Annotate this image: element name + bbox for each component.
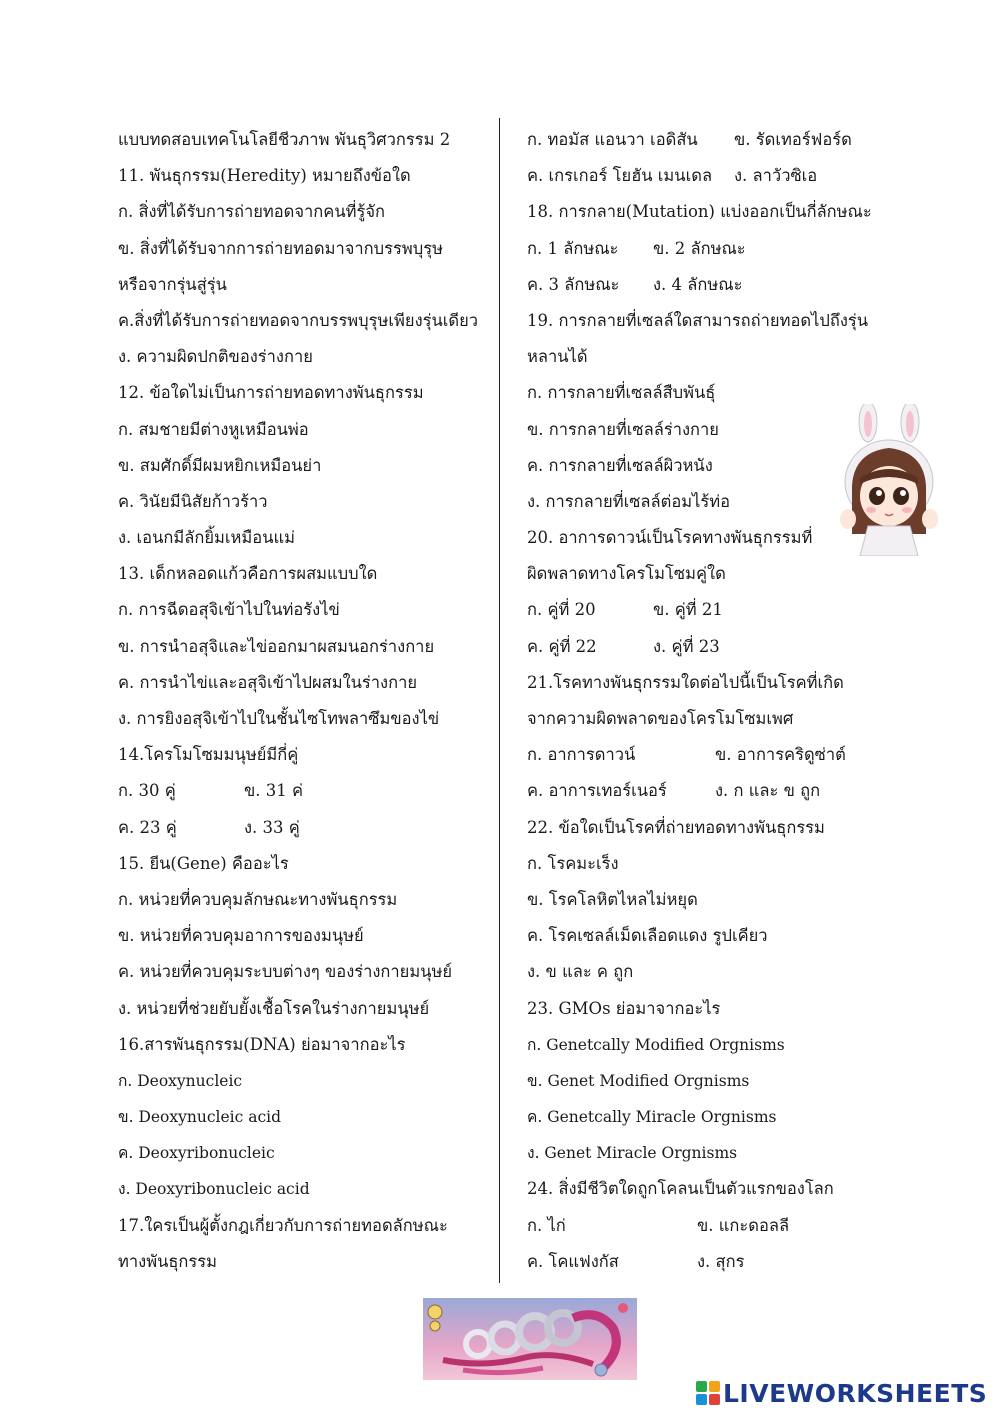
- text-line: [527, 629, 927, 665]
- text-line: ผิดพลาดทางโครโมโซมคู่ใด: [527, 564, 726, 584]
- right-column: [527, 122, 927, 1280]
- text-line: ง. การยิงอสุจิเข้าไปในชั้นไซโทพลาซึมของไข่: [118, 709, 440, 728]
- text-line: ง. ความผิดปกติของร่างกาย: [118, 347, 313, 367]
- text-line: ก. หน่วยที่ควบคุมลักษณะทางพันธุกรรม: [118, 889, 398, 909]
- choice-option: ก. ไก่: [527, 1215, 566, 1235]
- text-line: 19. การกลายที่เซลล์ใดสามารถถ่ายทอดไปถึงรุ่น: [527, 310, 869, 330]
- text-line: จากความผิดพลาดของโครโมโซมเพศ: [527, 709, 794, 728]
- text-line: ข. Genet Modified Orgnisms: [527, 1071, 750, 1090]
- text-line: ง. Genet Miracle Orgnisms: [527, 1144, 738, 1163]
- text-line: [527, 737, 927, 773]
- liveworksheets-logo-icon: [696, 1381, 720, 1405]
- text-line: [527, 1208, 927, 1244]
- choice-option: ก. 1 ลักษณะ: [527, 238, 619, 258]
- choice-option: ค. โคแฟงกัส: [527, 1251, 619, 1271]
- text-line: ง. หน่วยที่ช่วยยับยั้งเชื้อโรคในร่างกายมนุษย์: [118, 998, 430, 1018]
- text-line: ง. การกลายที่เซลล์ต่อมไร้ท่อ: [527, 491, 731, 511]
- choice-option: ค. อาการเทอร์เนอร์: [527, 781, 667, 801]
- text-line: ค. Genetcally Miracle Orgnisms: [527, 1108, 777, 1127]
- bunny-girl-illustration: [838, 404, 938, 556]
- column-divider: [499, 118, 500, 1283]
- chromosome-illustration: [423, 1298, 637, 1380]
- text-line: ค. การกลายที่เซลล์ผิวหนัง: [527, 455, 713, 475]
- text-line: ข. สมศักดิ์มีผมหยิกเหมือนย่า: [118, 455, 322, 475]
- text-line: ก. Genetcally Modified Orgnisms: [527, 1035, 785, 1054]
- text-line: [527, 592, 927, 628]
- text-line: แบบทดสอบเทคโนโลยีชีวภาพ พันธุวิศวกรรม 2: [118, 130, 451, 149]
- text-line: 20. อาการดาวน์เป็นโรคทางพันธุกรรมที่: [527, 528, 813, 548]
- text-line: หลานได้: [527, 347, 588, 367]
- text-line: ข. การกลายที่เซลล์ร่างกาย: [527, 419, 719, 439]
- choice-option: ก. อาการดาวน์: [527, 745, 636, 765]
- liveworksheets-wordmark: LIVEWORKSHEETS: [723, 1378, 988, 1408]
- text-line: ง. Deoxyribonucleic acid: [118, 1180, 310, 1199]
- text-line: ก. Deoxynucleic: [118, 1071, 243, 1090]
- text-line: [527, 1244, 927, 1280]
- text-line: ค. หน่วยที่ควบคุมระบบต่างๆ ของร่างกายมนุษย์: [118, 962, 453, 982]
- text-line: [527, 231, 927, 267]
- text-line: [118, 773, 490, 809]
- choice-option: ข. อาการคริดูซ่าต์: [715, 745, 846, 765]
- text-line: ค. วินัยมีนิสัยก้าวร้าว: [118, 491, 268, 511]
- choice-option: ข. แกะดอลลี: [697, 1215, 790, 1235]
- text-line: 21.โรคทางพันธุกรรมใดต่อไปนี้เป็นโรคที่เกิด: [527, 672, 844, 692]
- text-line: [527, 267, 927, 303]
- text-line: 15. ยีน(Gene) คืออะไร: [118, 853, 289, 873]
- text-line: 18. การกลาย(Mutation) แบ่งออกเป็นกี่ลักษณะ: [527, 202, 872, 222]
- text-line: ก. การกลายที่เซลล์สืบพันธุ์: [527, 383, 716, 403]
- text-line: ค.สิ่งที่ได้รับการถ่ายทอดจากบรรพบุรุษเพียงรุ่นเดียว: [118, 310, 479, 330]
- choice-option: ง. สุกร: [697, 1251, 745, 1271]
- text-line: ก. สิ่งที่ได้รับการถ่ายทอดจากคนที่รู้จัก: [118, 202, 386, 222]
- choice-option: ค. เกรเกอร์ โยฮัน เมนเดล: [527, 166, 713, 186]
- choice-option: ข. 2 ลักษณะ: [653, 238, 746, 258]
- text-line: ข. หน่วยที่ควบคุมอาการของมนุษย์: [118, 926, 364, 946]
- text-line: [527, 773, 927, 809]
- text-line: ทางพันธุกรรม: [118, 1251, 218, 1271]
- text-line: 13. เด็กหลอดแก้วคือการผสมแบบใด: [118, 564, 378, 584]
- text-line: ง. เอนกมีลักยิ้มเหมือนแม่: [118, 528, 295, 548]
- text-line: ข. โรคโลหิตไหลไม่หยุด: [527, 889, 698, 909]
- choice-option: ง. ลาวัวซิเอ: [734, 166, 818, 186]
- text-line: 22. ข้อใดเป็นโรคที่ถ่ายทอดทางพันธุกรรม: [527, 817, 825, 837]
- choice-option: ค. 23 คู่: [118, 817, 177, 837]
- text-line: ก. การฉีดอสุจิเข้าไปในท่อรังไข่: [118, 600, 340, 620]
- text-line: [118, 810, 490, 846]
- text-line: 16.สารพันธุกรรม(DNA) ย่อมาจากอะไร: [118, 1034, 406, 1054]
- choice-option: ง. ก และ ข ถูก: [715, 781, 821, 801]
- text-line: ก. สมชายมีต่างหูเหมือนพ่อ: [118, 419, 309, 439]
- text-line: ค. การนำไข่และอสุจิเข้าไปผสมในร่างกาย: [118, 672, 418, 692]
- choice-option: ก. 30 คู่: [118, 781, 176, 801]
- text-line: [527, 122, 927, 158]
- text-line: 23. GMOs ย่อมาจากอะไร: [527, 998, 721, 1018]
- choice-option: ค. คู่ที่ 22: [527, 636, 597, 656]
- text-line: หรือจากรุ่นสู่รุ่น: [118, 274, 227, 294]
- choice-option: ข. รัดเทอร์ฟอร์ด: [734, 130, 852, 149]
- choice-option: ข. คู่ที่ 21: [653, 600, 723, 620]
- choice-option: ง. 33 คู่: [244, 817, 300, 837]
- text-line: ข. Deoxynucleic acid: [118, 1108, 282, 1127]
- text-line: 17.ใครเป็นผู้ตั้งกฎเกี่ยวกับการถ่ายทอดลักษณะ: [118, 1215, 448, 1235]
- choice-option: ก. คู่ที่ 20: [527, 600, 596, 620]
- choice-option: ง. 4 ลักษณะ: [653, 274, 743, 294]
- text-line: ค. โรคเซลล์เม็ดเลือดแดง รูปเคียว: [527, 926, 768, 946]
- choice-option: ค. 3 ลักษณะ: [527, 274, 620, 294]
- text-line: ค. Deoxyribonucleic: [118, 1144, 275, 1163]
- text-line: 24. สิ่งมีชีวิตใดถูกโคลนเป็นตัวแรกของโลก: [527, 1179, 834, 1199]
- text-line: 12. ข้อใดไม่เป็นการถ่ายทอดทางพันธุกรรม: [118, 383, 424, 403]
- text-line: ก. โรคมะเร็ง: [527, 853, 619, 873]
- text-line: [527, 158, 927, 194]
- text-line: 11. พันธุกรรม(Heredity) หมายถึงข้อใด: [118, 166, 411, 186]
- left-column: [118, 122, 490, 1280]
- text-line: ง. ข และ ค ถูก: [527, 962, 634, 982]
- liveworksheets-brand: [696, 1376, 987, 1410]
- choice-option: ง. คู่ที่ 23: [653, 636, 720, 656]
- choice-option: ข. 31 ค่: [244, 781, 304, 801]
- text-line: ข. สิ่งที่ได้รับจากการถ่ายทอดมาจากบรรพบุรุษ: [118, 238, 443, 258]
- text-line: ข. การนำอสุจิและไข่ออกมาผสมนอกร่างกาย: [118, 636, 435, 656]
- text-line: 14.โครโมโซมมนุษย์มีกี่คู่: [118, 745, 299, 765]
- choice-option: ก. ทอมัส แอนวา เอดิสัน: [527, 130, 698, 149]
